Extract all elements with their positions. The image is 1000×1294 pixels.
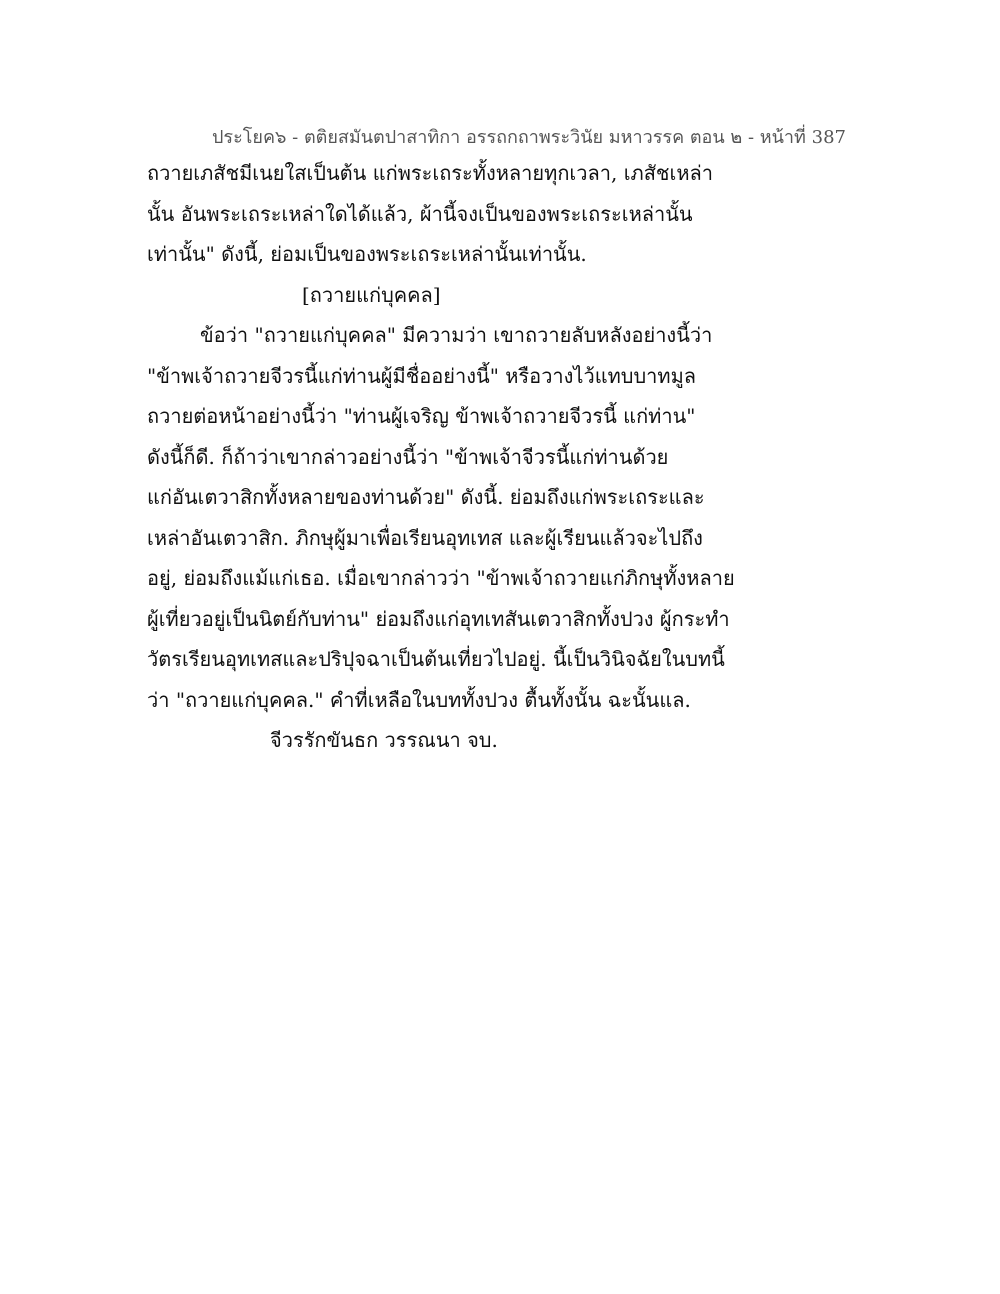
body-line: เท่านั้น" ดังนี้, ย่อมเป็นของพระเถระเหล่านั้นเท่านั้น.: [147, 242, 587, 266]
body-line: วัตรเรียนอุทเทสและปริปุจฉาเป็นต้นเที่ยวไปอยู่. นี้เป็นวินิจฉัยในบทนี้: [147, 647, 725, 671]
page-header: ประโยค๖ - ตติยสมันตปาสาทิกา อรรถกถาพระวินัย มหาวรรค ตอน ๒ - หน้าที่ 387: [212, 127, 846, 148]
body-line: เหล่าอันเตวาสิก. ภิกษุผู้มาเพื่อเรียนอุทเทส และผู้เรียนแล้วจะไปถึง: [147, 526, 703, 550]
body-line: "ข้าพเจ้าถวายจีวรนี้แก่ท่านผู้มีชื่ออย่างนี้" หรือวางไว้แทบบาทมูล: [147, 364, 697, 388]
section-heading: [ถวายแก่บุคคล]: [302, 283, 441, 307]
body-line: แก่อันเตวาสิกทั้งหลายของท่านด้วย" ดังนี้. ย่อมถึงแก่พระเถระและ: [147, 485, 705, 509]
body-line: อยู่, ย่อมถึงแม้แก่เธอ. เมื่อเขากล่าวว่า "ข้าพเจ้าถวายแก่ภิกษุทั้งหลาย: [147, 566, 735, 590]
body-line: ว่า "ถวายแก่บุคคล." คำที่เหลือในบททั้งปวง ตื้นทั้งนั้น ฉะนั้นแล.: [147, 688, 691, 712]
body-line: ดังนี้ก็ดี. ก็ถ้าว่าเขากล่าวอย่างนี้ว่า "ข้าพเจ้าจีวรนี้แก่ท่านด้วย: [147, 445, 669, 469]
section-end-line: จีวรรักขันธก วรรณนา จบ.: [270, 728, 498, 752]
body-line: นั้น อันพระเถระเหล่าใดได้แล้ว, ผ้านี้จงเป็นของพระเถระเหล่านั้น: [147, 202, 693, 226]
body-line: ผู้เที่ยวอยู่เป็นนิตย์กับท่าน" ย่อมถึงแก่อุทเทสันเตวาสิกทั้งปวง ผู้กระทำ: [147, 607, 730, 631]
body-line: ถวายต่อหน้าอย่างนี้ว่า "ท่านผู้เจริญ ข้าพเจ้าถวายจีวรนี้ แก่ท่าน": [147, 404, 696, 428]
body-line: ถวายเภสัชมีเนยใสเป็นต้น แก่พระเถระทั้งหลายทุกเวลา, เภสัชเหล่า: [147, 161, 713, 185]
body-line: ข้อว่า "ถวายแก่บุคคล" มีความว่า เขาถวายลับหลังอย่างนี้ว่า: [200, 323, 713, 347]
